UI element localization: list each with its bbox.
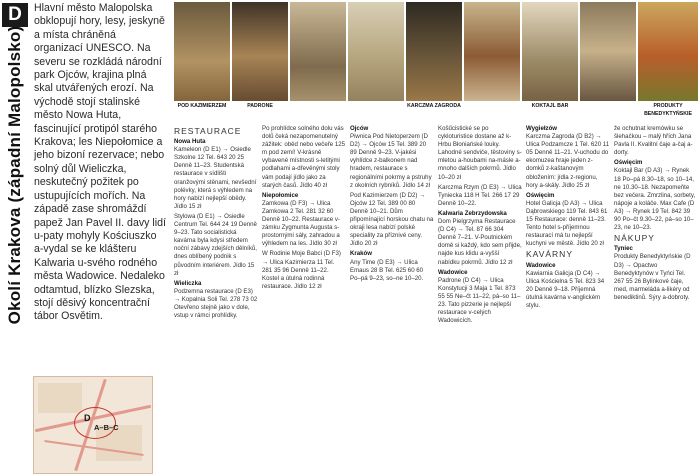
entry-text: Hotel Galicja (D A3) → Ulica Dąbrowskiego 119 Tel. 843 61 15 Restaurace: denně 11–23. Tento hotel s-příjemnou restaurací má tu nejlepší kuchyni ve městě. Jídlo 20 zł xyxy=(526,199,608,248)
photo-caption: KARCZMA ZAGRODA xyxy=(407,103,461,109)
listing-entry xyxy=(262,192,346,249)
map-letter: D xyxy=(84,413,91,423)
entry-text: Podzemna restaurace (D E3) → Kopalnia Soli Tel. 278 73 02 Otevřeno stejně jako v dole, vstup v rámci prohlídky. xyxy=(174,287,258,320)
listing-entry xyxy=(350,125,434,190)
map-block xyxy=(38,383,82,413)
photo xyxy=(232,2,288,110)
photo-caption xyxy=(464,101,520,110)
entry-text: Po prohlídce solného dolu vás dolů čeká nezapomenutelný zážitek: oběd nebo večeře 125 m pod zemí! V-krásně vybavené místnosti s-letitými podlahami a-dřevěnými stoly vám podají jídlo jako za starých časů. Jídlo 40 zł xyxy=(262,125,346,189)
section-heading: NÁKUPY xyxy=(614,233,655,244)
photo xyxy=(638,2,698,117)
photo xyxy=(522,2,578,110)
photo-strip xyxy=(174,0,700,118)
entry-text: že ochutnat kremówku se šlehačkou – malý hřích Jana Pavla II. Kvalitní čaje a-čaj a-dorty. xyxy=(614,125,693,157)
listing-entry xyxy=(174,138,258,211)
place-name: Wadowice xyxy=(526,261,556,269)
entry-text: Piwnica Pod Nietoperzem (D D2) → Ojców 15 Tel. 389 20 89 Denně 9–23. V-jakési vyhlídce z-balkonem nad hradem, restaurace s regionálními pokrmy a pstruhy z okolních rybníků. Jídlo 14 zł xyxy=(350,133,432,189)
listing-column xyxy=(438,125,522,327)
listing-entry xyxy=(174,213,258,278)
place-name: Tyniec xyxy=(614,245,633,253)
photo xyxy=(406,2,462,110)
listing-column xyxy=(262,125,346,293)
entry-text: Padrone (D C4) → Ulica Konstytucji 3 Maja 1 Tel. 873 55 55 Ne–čt 11–22, pá–so 11–23. Tato pizzerie je nejlepší restaurace v-celých Wadowicích. xyxy=(438,276,521,325)
entry-text: Zamkowa (D F3) → Ulica Zamkowa 2 Tel. 281 32 60 Denně 10–22. Restaurace v-zámku Zygmunta Augusta s-prostornými sály, zahradou a výhledem na les. Jídlo 30 zł xyxy=(262,199,340,248)
place-name: Nowa Huta xyxy=(174,138,206,146)
listing-entry xyxy=(350,192,434,249)
photo-caption: PADRONE xyxy=(232,101,288,110)
listing-entry xyxy=(614,125,696,157)
listing-column xyxy=(350,125,434,285)
listing-entry xyxy=(262,125,346,190)
section-title: Okolí Krakova (západní Malopolsko) xyxy=(5,25,24,325)
place-name: Oświęcim xyxy=(614,159,643,167)
listing-entry xyxy=(526,192,610,249)
place-name: Ojców xyxy=(350,125,369,132)
place-name: Wadowice xyxy=(438,268,468,276)
photo-caption: PRODUKTY BENEDYKTYŃSKIE xyxy=(638,101,698,110)
listing-entry xyxy=(438,125,522,182)
listing-column xyxy=(174,125,258,322)
place-name: Kraków xyxy=(350,250,373,258)
photo-caption xyxy=(580,101,636,110)
listing-entry xyxy=(526,125,610,190)
listing-column xyxy=(614,125,696,304)
place-name: Wieliczka xyxy=(174,279,202,287)
listing-entry xyxy=(262,250,346,290)
column-heading: RESTAURACE xyxy=(174,126,242,136)
entry-text: Kawiarnia Galicja (D C4) → Ulica Kościelna 5 Tel. 823 34 20 Denně 9–18. Příjemná útulná kavárna v-anglickém stylu. xyxy=(526,269,605,309)
entry-text: Produkty Benedyktyńskie (D D3) → Opactwo Benedyktynów v Tyńci Tel. 267 55 26 Bylinkové čaje, med, marmeláda a-likéry od benediktinů. Sýry a-dobroty. xyxy=(614,253,691,301)
entry-text: Any Time (D E3) → Ulica Emaus 28 B Tel. 625 60 60 Po–pá 9–23, so–ne 10–20. xyxy=(350,258,424,282)
photo xyxy=(580,2,636,110)
entry-text: Pod Kazimierzem (D D2) → Ojców 12 Tel. 389 00 80 Denně 10–21. Dům připomínající horskou chatu na okraji lesa nabízí polské speciality za příznivé ceny. Jídlo 20 zł xyxy=(350,191,434,248)
intro-text: Hlavní město Malopolska obklopují hory, lesy, jeskyně a místa chráněná organizací UNESCO. Na severu se rozkládá národní park Ojców, krajina plná skal utvářených erozí. Na východě stojí stalinské město Nowa Huta, fascinující protipól starého Krakova; les Niepołomice a jeho bizoní rezervace; nebo solný důl Wieliczka, neskutečný požitek po ustupujících mořích. Na západě zase shromáždí papež Jan Pavel II. davy lidí u-paty mohyly Kościuszko a-vydal se ke klášteru Kalwaria u-svého rodného města Wadowice. Nedaleko odtamtud, blízko Slezska, stojí děsivý koncentrační tábor Osvětim. xyxy=(34,2,166,323)
listing-entry xyxy=(614,245,696,302)
place-name: Kalwaria Zebrzydowska xyxy=(438,209,507,217)
photo xyxy=(290,2,346,110)
photo-caption xyxy=(290,101,346,110)
photo xyxy=(348,2,404,110)
listing-entry xyxy=(438,184,522,208)
area-map xyxy=(33,376,153,474)
listing-entry xyxy=(614,159,696,232)
listing-column xyxy=(526,125,610,312)
entry-text: Koktajl Bar (D A3) → Rynek 18 Po–pá 8.30–18, so 10–14, ne 10.30–18. Nezapomeňte bez večera. Zmrzlina, sorbety, nápoje a koláče. Max Cafe (D A3) → Rynek 19 Tel. 842 39 90 Po–čt 9.30–22, pá–so 10–23, ne 10–23. xyxy=(614,167,696,232)
listing-entry xyxy=(438,210,522,267)
listing-entry xyxy=(438,269,522,326)
entry-text: Košűcistické se po cykloturistice dostane až k-Hrbu Błoniańské louky. Lahodné sendviče, těstoviny s-mletou a-houbami na-másle a-mnoho dalších pokrmů. Jídlo 10–20 zł xyxy=(438,125,522,181)
entry-text: Kameleon (D E1) → Osiedle Szkolne 12 Tel. 643 20 25 Denně 11–23. Studentská restaurace v sídlišti oranžovými stěnami, nevšední polévky, která s výhledem na hory nabízí nejlepší obědy. Jídlo 15 zł xyxy=(174,146,257,210)
map-grid-label: A–B–C xyxy=(94,423,119,432)
entry-text: Dom Pielgrzyma Restaurace (D C4) → Tel. 87 66 304 Denně 7–21. V-Poutnickém domě si každý, kdo sem přijde, najde kus klidu a-vyšší nabídku pokrmů. Jídlo 12 zł xyxy=(438,218,522,266)
photo xyxy=(464,2,520,110)
listing-entry xyxy=(350,250,434,282)
sidebar xyxy=(0,0,30,476)
place-name: Wygiełzów xyxy=(526,125,558,132)
photo-caption: POD KAZIMIERZEM xyxy=(174,101,230,110)
place-name: Oświęcim xyxy=(526,191,555,199)
listing-entry xyxy=(526,262,610,311)
listing-entry xyxy=(174,280,258,320)
photo xyxy=(174,2,230,110)
entry-text: Karczma Rzym (D E3) → Ulica Tyniecka 118 H Tel. 266 17 29 Denně 10–22. xyxy=(438,183,522,207)
entry-text: W Rodinie Moje Babci (D F3) → Ulica Kazimierza 11 Tel. 281 35 96 Denně 11–22. Kostel a útulná rodinná restaurace. Jídlo 12 zł xyxy=(262,250,341,290)
place-name: Niepołomice xyxy=(262,191,299,199)
photo-caption: KOKTAJL BAR xyxy=(522,101,578,110)
photo-caption xyxy=(348,101,404,110)
section-letter: D xyxy=(2,3,28,27)
intro xyxy=(34,2,166,324)
section-heading: KAVÁRNY xyxy=(526,249,573,260)
entry-text: Stylowa (D E1) → Osiedle Centrum Tel. 644 24 19 Denně 9–23. Tato socialistická kavárna byla kdysi středem noční zábavy zdejších dělníků, dnes oblíbený podnik s původním interiérem. Jídlo 15 zł xyxy=(174,212,257,277)
entry-text: Karczma Zagroda (D B2) → Ulica Podzamcze 1 Tel. 620 11 05 Denně 11–21. V-uchodu do ekomuzea hraje jeden z-domků z-kaštanovým obložením: jídla z-regionu, hory a-skály. Jídlo 25 zł xyxy=(526,133,610,189)
